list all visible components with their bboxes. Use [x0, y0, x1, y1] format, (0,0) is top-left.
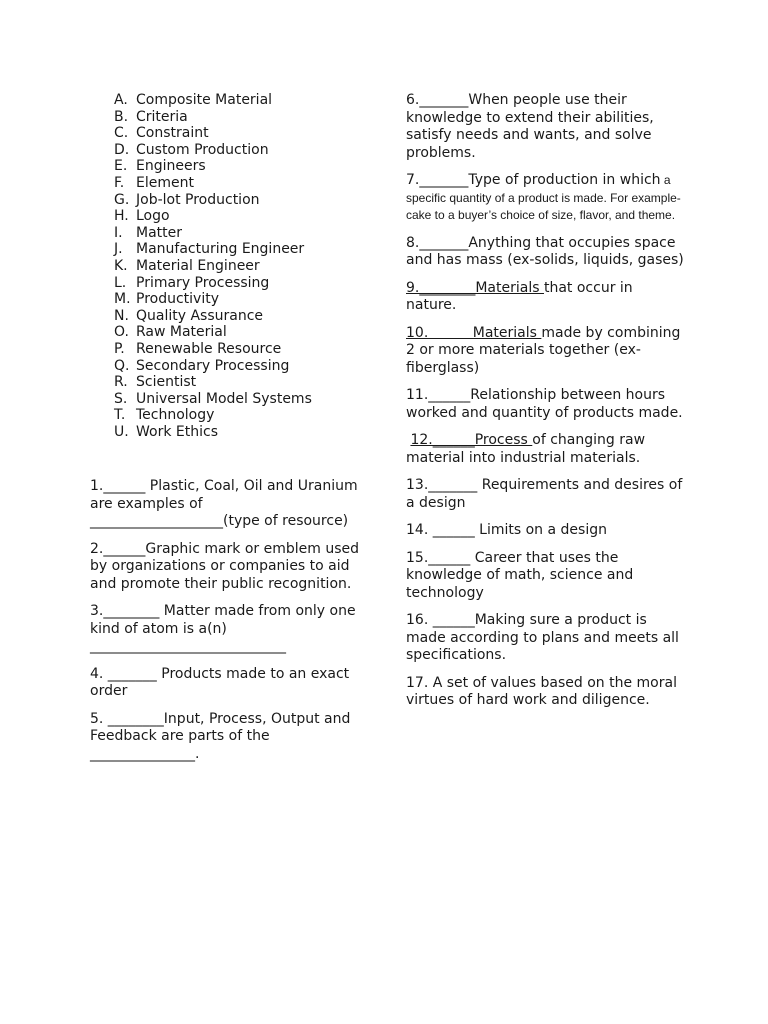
question-11: 11.______Relationship between hours worked and quantity of products made.	[406, 387, 683, 421]
question-6: 6._______When people use their knowledge to extend their abilities, satisfy needs and wants, and solve problems.	[406, 92, 654, 161]
question-15: 15.______ Career that uses the knowledge of math, science and technology	[406, 549, 634, 601]
list-item: S. Universal Model Systems	[114, 390, 312, 407]
list-item: O. Raw Material	[114, 324, 227, 341]
question-12: 12.______Process of changing raw material into industrial materials.	[406, 432, 646, 466]
list-item: C. Constraint	[114, 125, 209, 142]
list-item: T. Technology	[114, 407, 215, 424]
list-item: E. Engineers	[114, 158, 206, 175]
list-item: J. Manufacturing Engineer	[114, 241, 305, 258]
list-item: H. Logo	[114, 208, 170, 225]
list-item: G. Job-lot Production	[114, 191, 260, 208]
question-5: 5. ________Input, Process, Output and Feedback are parts of the _______________.	[90, 710, 351, 762]
question-7: 7._______Type of production in which a specific quantity of a product is made. For example-cake to a buyer’s choice of size, flavor, and theme.	[406, 172, 681, 222]
question-16: 16. ______Making sure a product is made according to plans and meets all specifications.	[406, 612, 679, 663]
question-10: 10. Materials made by combining 2 or more materials together (ex- fiberglass)	[406, 324, 681, 376]
term-list	[114, 92, 370, 440]
list-item: D. Custom Production	[114, 141, 269, 158]
question-14: 14. ______ Limits on a design	[406, 522, 607, 538]
question-1: 1.______ Plastic, Coal, Oil and Uranium are examples of ___________________(type of resource)	[90, 478, 358, 530]
list-item: L. Primary Processing	[114, 274, 270, 291]
question-17: 17. A set of values based on the moral virtues of hard work and diligence.	[406, 674, 677, 708]
question-9: 9.________Materials that occur in nature.	[406, 279, 633, 313]
question-4: 4. _______ Products made to an exact order	[90, 665, 350, 700]
question-8: 8._______Anything that occupies space and has mass (ex-solids, liquids, gases)	[406, 234, 684, 268]
list-item: A. Composite Material	[114, 92, 273, 108]
list-item: R. Scientist	[114, 374, 197, 391]
list-item: N. Quality Assurance	[114, 307, 264, 324]
list-item: B. Criteria	[114, 108, 188, 125]
list-item: K. Material Engineer	[114, 257, 260, 274]
question-13: 13._______ Requirements and desires of a design	[406, 477, 683, 511]
list-item: Q. Secondary Processing	[114, 357, 290, 374]
list-item: U. Work Ethics	[114, 423, 218, 440]
list-item: F. Element	[114, 174, 194, 191]
list-item: P. Renewable Resource	[114, 340, 282, 357]
right-column	[406, 92, 686, 720]
left-column	[90, 92, 370, 773]
question-3: 3.________ Matter made from only one kind of atom is a(n) ____________________________	[90, 603, 356, 655]
question-2: 2.______Graphic mark or emblem used by organizations or companies to aid and promote their public recognition.	[90, 540, 360, 592]
list-item: M. Productivity	[114, 291, 219, 308]
list-item: I. Matter	[114, 224, 183, 241]
